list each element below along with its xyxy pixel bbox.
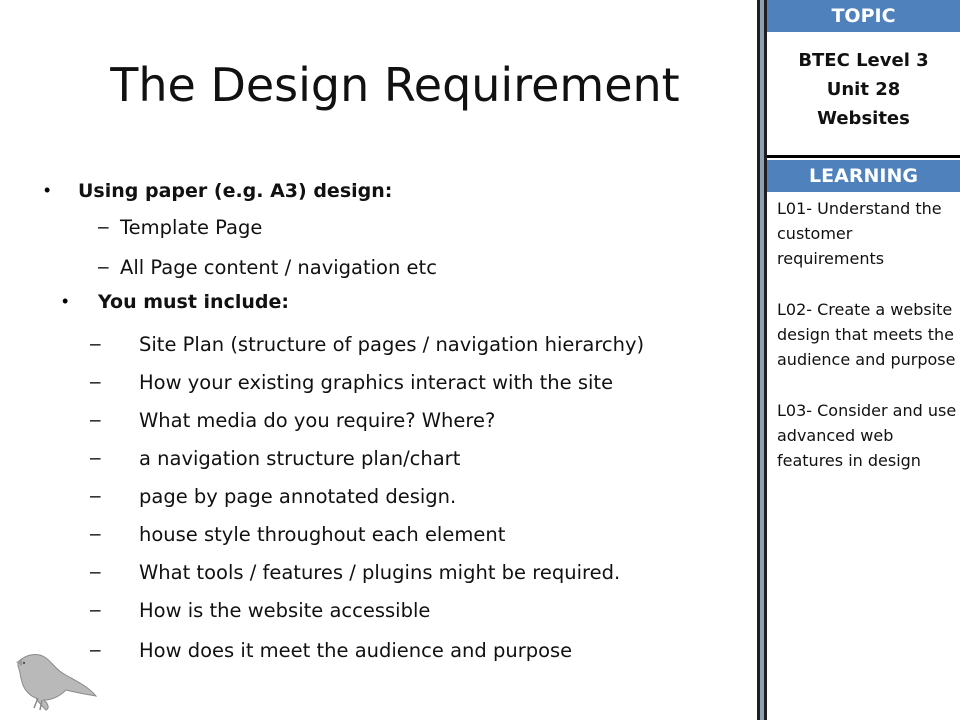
sub-item: What tools / features / plugins might be required. [139,561,621,584]
sub-item: All Page content / navigation etc [120,256,437,279]
bullet-heading-paper: Using paper (e.g. A3) design: [78,180,393,202]
sub-item: How is the website accessible [139,599,431,622]
dash-marker: – [90,410,101,431]
dash-marker: – [90,448,101,469]
dash-marker: – [98,217,109,238]
bullet-dot: • [62,291,69,311]
dash-marker: – [90,562,101,583]
sub-item: How does it meet the audience and purpose [139,639,573,662]
topic-line: BTEC Level 3 [798,50,929,71]
topic-box [767,32,960,158]
objective-item: L01- Understand the customer requirements [777,199,942,268]
sub-item: Template Page [120,216,263,239]
topic-line: Websites [817,108,910,129]
slide-title: The Design Requirement [110,58,680,112]
learning-header: LEARNING [767,160,960,192]
topic-line: Unit 28 [826,79,901,100]
learning-objectives [777,196,957,499]
sidebar-divider [757,0,767,720]
dash-marker: – [90,334,101,355]
dash-marker: – [90,524,101,545]
dash-marker: – [90,372,101,393]
sub-item: What media do you require? Where? [139,409,496,432]
sidebar [767,0,960,720]
sub-item: a navigation structure plan/chart [139,447,461,470]
objective-item: L02- Create a website design that meets the audience and purpose [777,300,956,369]
sub-item: Site Plan (structure of pages / navigation hierarchy) [139,333,645,356]
eagle-icon [8,640,100,712]
sub-item: page by page annotated design. [139,485,457,508]
bullet-dot: • [44,180,51,200]
dash-marker: – [90,486,101,507]
dash-marker: – [90,640,101,661]
topic-header: TOPIC [767,0,960,32]
bullet-heading-include: You must include: [98,291,289,313]
sub-item: How your existing graphics interact with the site [139,371,614,394]
sub-item: house style throughout each element [139,523,506,546]
dash-marker: – [90,600,101,621]
dash-marker: – [98,257,109,278]
objective-item: L03- Consider and use advanced web features in design [777,401,957,470]
